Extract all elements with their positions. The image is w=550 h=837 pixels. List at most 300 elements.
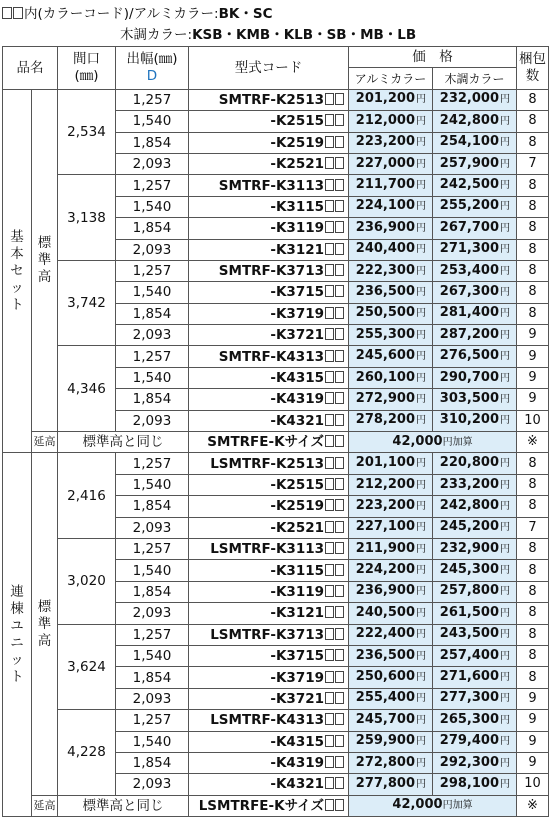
table-row [3,453,549,474]
yen-unit: 円 [500,458,510,470]
pack-count: 9 [517,752,549,773]
pack-count: 8 [517,89,549,110]
alu-price-value: 227,000 [355,155,415,171]
model-code [189,196,349,217]
color-code-box [335,671,344,683]
model-code-text: -K3721 [270,690,324,707]
alu-price-value: 201,200 [355,91,415,107]
alu-price [349,218,433,239]
color-code-box [335,649,344,661]
yen-unit: 円 [416,458,426,470]
yen-unit: 円 [416,565,426,577]
alu-price [349,603,433,624]
wood-price-value: 253,400 [439,262,499,278]
model-code [189,282,349,303]
model-code-text: SMTRF-K2513 [218,91,324,108]
yen-unit: 円 [500,351,510,363]
yen-unit: 円 [416,586,426,598]
wood-price-value: 277,300 [439,690,499,706]
pack-count: 8 [517,132,549,153]
yen-unit: 円 [416,650,426,662]
alu-price [349,517,433,538]
color-code-box [325,478,334,490]
color-code-box [325,243,334,255]
alu-color-prefix: 内(カラーコード)/アルミカラー: [24,6,219,22]
extension-label: 延高 [32,795,58,816]
alu-price [349,303,433,324]
model-code-text: -K3121 [270,241,324,258]
color-code-box [335,542,344,554]
color-code-box [325,136,334,148]
color-code-box [325,200,334,212]
pack-count: 9 [517,389,549,410]
model-code [189,688,349,709]
extension-price-suffix: 円加算 [442,436,473,448]
wood-price [433,752,517,773]
color-code-box [325,499,334,511]
yen-unit: 円 [500,778,510,790]
yen-unit: 円 [500,244,510,256]
table-row [3,89,549,110]
color-code-box [335,692,344,704]
yen-unit: 円 [416,180,426,192]
color-code-box [335,371,344,383]
color-code-box [325,328,334,340]
color-code-box [325,692,334,704]
color-code-box [335,435,344,447]
model-code [189,774,349,795]
model-code-text: LSMTRF-K3113 [210,541,324,558]
color-code-box [335,285,344,297]
yen-unit: 円 [500,672,510,684]
alu-price-value: 212,200 [355,476,415,492]
pack-count: 8 [517,496,549,517]
alu-price-value: 236,500 [355,647,415,663]
header-maguchi-label: 間口 [73,50,100,67]
pack-count: 8 [517,645,549,666]
model-code-text: -K2515 [270,113,324,130]
wood-price [433,710,517,731]
depth-value: 2,093 [116,325,189,346]
product-name-char: ユ [10,617,24,634]
model-code [189,111,349,132]
model-code-text: -K3119 [270,583,324,600]
alu-price [349,239,433,260]
pack-count: 8 [517,303,549,324]
yen-unit: 円 [416,351,426,363]
color-code-box [335,414,344,426]
yen-unit: 円 [416,415,426,427]
extension-code-text: LSMTRFE-Kサイズ [198,797,324,814]
color-code-box [325,457,334,469]
extension-code-text: SMTRFE-Kサイズ [207,434,324,451]
yen-unit: 円 [500,479,510,491]
color-code-box [325,799,334,811]
wood-price-value: 242,500 [439,177,499,193]
alu-price [349,581,433,602]
model-code-text: -K2519 [270,498,324,515]
wood-price [433,517,517,538]
wood-price [433,624,517,645]
table-row [3,538,549,559]
header-alu: アルミカラー [349,68,433,89]
extension-desc: 標準高と同じ [58,795,189,816]
model-code-text: -K2519 [270,134,324,151]
pack-count: 9 [517,710,549,731]
model-code [189,239,349,260]
wood-price-value: 257,800 [439,583,499,599]
alu-price-value: 222,300 [355,262,415,278]
yen-unit: 円 [416,158,426,170]
depth-value: 1,540 [116,731,189,752]
model-code-text: -K3719 [270,669,324,686]
model-code-text: -K3121 [270,605,324,622]
yen-unit: 円 [500,94,510,106]
model-code [189,367,349,388]
wood-price-value: 232,000 [439,91,499,107]
yen-unit: 円 [416,522,426,534]
wood-price-value: 245,200 [439,519,499,535]
wood-price [433,132,517,153]
model-code [189,603,349,624]
price-table [2,46,549,817]
yen-unit: 円 [500,329,510,341]
header-maguchi [58,47,116,90]
extension-price [349,432,517,453]
color-code-box [335,243,344,255]
pack-count: 8 [517,560,549,581]
wood-price-value: 281,400 [439,305,499,321]
yen-unit: 円 [416,222,426,234]
depth-value: 1,540 [116,196,189,217]
color-code-box [325,414,334,426]
model-code [189,667,349,688]
color-legend-line-2 [120,23,416,43]
depth-value: 1,854 [116,389,189,410]
pack-count: 8 [517,624,549,645]
width-value: 3,742 [58,260,116,346]
depth-value: 1,540 [116,367,189,388]
wood-price [433,453,517,474]
pack-count: 8 [517,603,549,624]
product-name-char: 本 [10,245,24,262]
yen-unit: 円 [416,714,426,726]
pack-count: 8 [517,474,549,495]
alu-price-value: 236,900 [355,219,415,235]
yen-unit: 円 [500,629,510,641]
wood-price [433,731,517,752]
model-code [189,560,349,581]
table-body [3,89,549,816]
pack-count: 9 [517,688,549,709]
extension-price-value: 42,000 [392,797,443,813]
color-code-box [325,392,334,404]
wood-price-value: 220,800 [439,455,499,471]
model-code [189,731,349,752]
height-type-char: 準 [37,615,52,632]
product-name-char: ト [10,296,24,313]
wood-price [433,410,517,431]
color-code-box [325,221,334,233]
depth-value: 2,093 [116,774,189,795]
yen-unit: 円 [500,586,510,598]
extension-price [349,795,517,816]
header-dehaba-label: 出幅(㎜) [126,50,178,67]
color-legend [0,0,550,46]
yen-unit: 円 [500,757,510,769]
product-name-char: 基 [10,228,24,245]
depth-value: 1,257 [116,624,189,645]
model-code [189,410,349,431]
table-row [3,624,549,645]
alu-price [349,645,433,666]
product-name-char: 棟 [10,600,24,617]
color-code-box [335,799,344,811]
extension-code [189,795,349,816]
model-code [189,260,349,281]
alu-price-value: 272,900 [355,390,415,406]
color-code-box [335,735,344,747]
model-code-text: -K3715 [270,284,324,301]
wood-price [433,603,517,624]
color-code-box [325,435,334,447]
wood-price [433,538,517,559]
height-type-char: 標 [37,234,52,251]
color-code-box [325,585,334,597]
alu-price [349,496,433,517]
pack-count: 9 [517,346,549,367]
width-value: 3,138 [58,175,116,261]
depth-value: 1,854 [116,581,189,602]
color-code-box [325,564,334,576]
alu-price-value: 224,100 [355,198,415,214]
color-code-box [2,7,12,19]
depth-value: 2,093 [116,517,189,538]
yen-unit: 円 [416,265,426,277]
pack-count: 10 [517,774,549,795]
color-code-box [325,264,334,276]
alu-price [349,624,433,645]
yen-unit: 円 [500,565,510,577]
alu-price-value: 222,400 [355,626,415,642]
extension-label: 延高 [32,432,58,453]
wood-price-value: 271,300 [439,241,499,257]
pack-count: 8 [517,218,549,239]
color-code-box [335,136,344,148]
yen-unit: 円 [416,778,426,790]
model-code [189,645,349,666]
depth-value: 1,540 [116,111,189,132]
width-value: 4,228 [58,710,116,796]
alu-price-value: 259,900 [355,733,415,749]
pack-count: 8 [517,453,549,474]
color-code-box [325,114,334,126]
yen-unit: 円 [500,415,510,427]
extension-code [189,432,349,453]
product-name-char: ッ [10,651,24,668]
color-code-box [335,350,344,362]
color-code-box [335,713,344,725]
alu-price-value: 250,500 [355,305,415,321]
model-code [189,132,349,153]
wood-price [433,367,517,388]
wood-price-value: 242,800 [439,497,499,513]
height-type-char: 標 [37,598,52,615]
yen-unit: 円 [500,714,510,726]
model-code-text: -K3115 [270,198,324,215]
yen-unit: 円 [416,757,426,769]
alu-color-codes: BK・SC [218,6,273,22]
wood-price [433,111,517,132]
yen-unit: 円 [500,137,510,149]
color-code-box [325,606,334,618]
wood-price-value: 292,300 [439,754,499,770]
product-name [3,453,32,817]
alu-price-value: 272,800 [355,754,415,770]
yen-unit: 円 [500,222,510,234]
depth-value: 1,854 [116,752,189,773]
yen-unit: 円 [500,308,510,320]
yen-unit: 円 [500,115,510,127]
model-code-text: -K3715 [270,648,324,665]
color-code-box [325,93,334,105]
extension-pack: ※ [517,795,549,816]
model-code-text: -K3719 [270,305,324,322]
wood-price [433,389,517,410]
height-type [32,453,58,795]
alu-price-value: 245,600 [355,348,415,364]
depth-value: 2,093 [116,239,189,260]
alu-price-value: 260,100 [355,369,415,385]
product-name-char: ト [10,668,24,685]
color-code-box [335,478,344,490]
alu-price-value: 240,400 [355,241,415,257]
wood-price [433,688,517,709]
model-code [189,710,349,731]
pack-count: 8 [517,175,549,196]
header-dehaba [116,47,189,90]
yen-unit: 円 [416,500,426,512]
header-wood: 木調カラー [433,68,517,89]
depth-value: 2,093 [116,688,189,709]
wood-price [433,474,517,495]
yen-unit: 円 [416,286,426,298]
model-code-text: -K4315 [270,370,324,387]
color-code-box [325,157,334,169]
pack-count: 8 [517,111,549,132]
color-code-box [335,564,344,576]
wood-price-value: 261,500 [439,604,499,620]
alu-price [349,346,433,367]
alu-price-value: 277,800 [355,775,415,791]
alu-price [349,132,433,153]
alu-price [349,453,433,474]
header-dehaba-symbol: D [146,67,158,84]
width-value: 2,534 [58,89,116,175]
alu-price [349,667,433,688]
model-code [189,89,349,110]
yen-unit: 円 [500,265,510,277]
model-code [189,346,349,367]
height-type-char: 準 [37,251,52,268]
yen-unit: 円 [500,158,510,170]
alu-price [349,474,433,495]
depth-value: 1,540 [116,645,189,666]
color-code-box [325,671,334,683]
wood-price [433,175,517,196]
alu-price [349,389,433,410]
yen-unit: 円 [500,736,510,748]
depth-value: 1,257 [116,346,189,367]
color-code-box [325,179,334,191]
depth-value: 1,854 [116,218,189,239]
color-code-box [325,649,334,661]
yen-unit: 円 [500,607,510,619]
wood-price-value: 287,200 [439,326,499,342]
color-code-box [325,350,334,362]
yen-unit: 円 [500,522,510,534]
wood-price-value: 290,700 [439,369,499,385]
model-code-text: -K4319 [270,391,324,408]
depth-value: 1,257 [116,538,189,559]
yen-unit: 円 [416,607,426,619]
yen-unit: 円 [416,115,426,127]
wood-price-value: 267,700 [439,219,499,235]
yen-unit: 円 [416,137,426,149]
wood-price-value: 298,100 [439,775,499,791]
model-code [189,517,349,538]
depth-value: 1,854 [116,303,189,324]
height-type [32,89,58,431]
color-code-box [335,392,344,404]
model-code-text: -K2515 [270,477,324,493]
model-code-text: -K4321 [270,776,324,793]
wood-price-value: 232,900 [439,540,499,556]
product-name [3,89,32,453]
model-code [189,303,349,324]
color-code-box [325,777,334,789]
model-code [189,538,349,559]
extension-price-value: 42,000 [392,433,443,449]
depth-value: 1,854 [116,496,189,517]
alu-price-value: 240,500 [355,604,415,620]
table-row [3,260,549,281]
yen-unit: 円 [416,693,426,705]
alu-price-value: 211,700 [355,177,415,193]
yen-unit: 円 [500,201,510,213]
model-code-text: SMTRF-K3113 [218,177,324,194]
product-name-char: 連 [10,583,24,600]
color-code-box [325,756,334,768]
color-code-box [335,221,344,233]
color-code-box [325,285,334,297]
wood-price-value: 267,300 [439,283,499,299]
depth-value: 1,854 [116,132,189,153]
color-code-box [335,585,344,597]
wood-price [433,303,517,324]
model-code [189,752,349,773]
table-row [3,346,549,367]
yen-unit: 円 [500,500,510,512]
wood-price [433,774,517,795]
color-code-box [325,521,334,533]
alu-price [349,410,433,431]
model-code [189,581,349,602]
table-row [3,175,549,196]
header-name: 品名 [3,47,58,90]
alu-price [349,325,433,346]
color-code-box [335,114,344,126]
